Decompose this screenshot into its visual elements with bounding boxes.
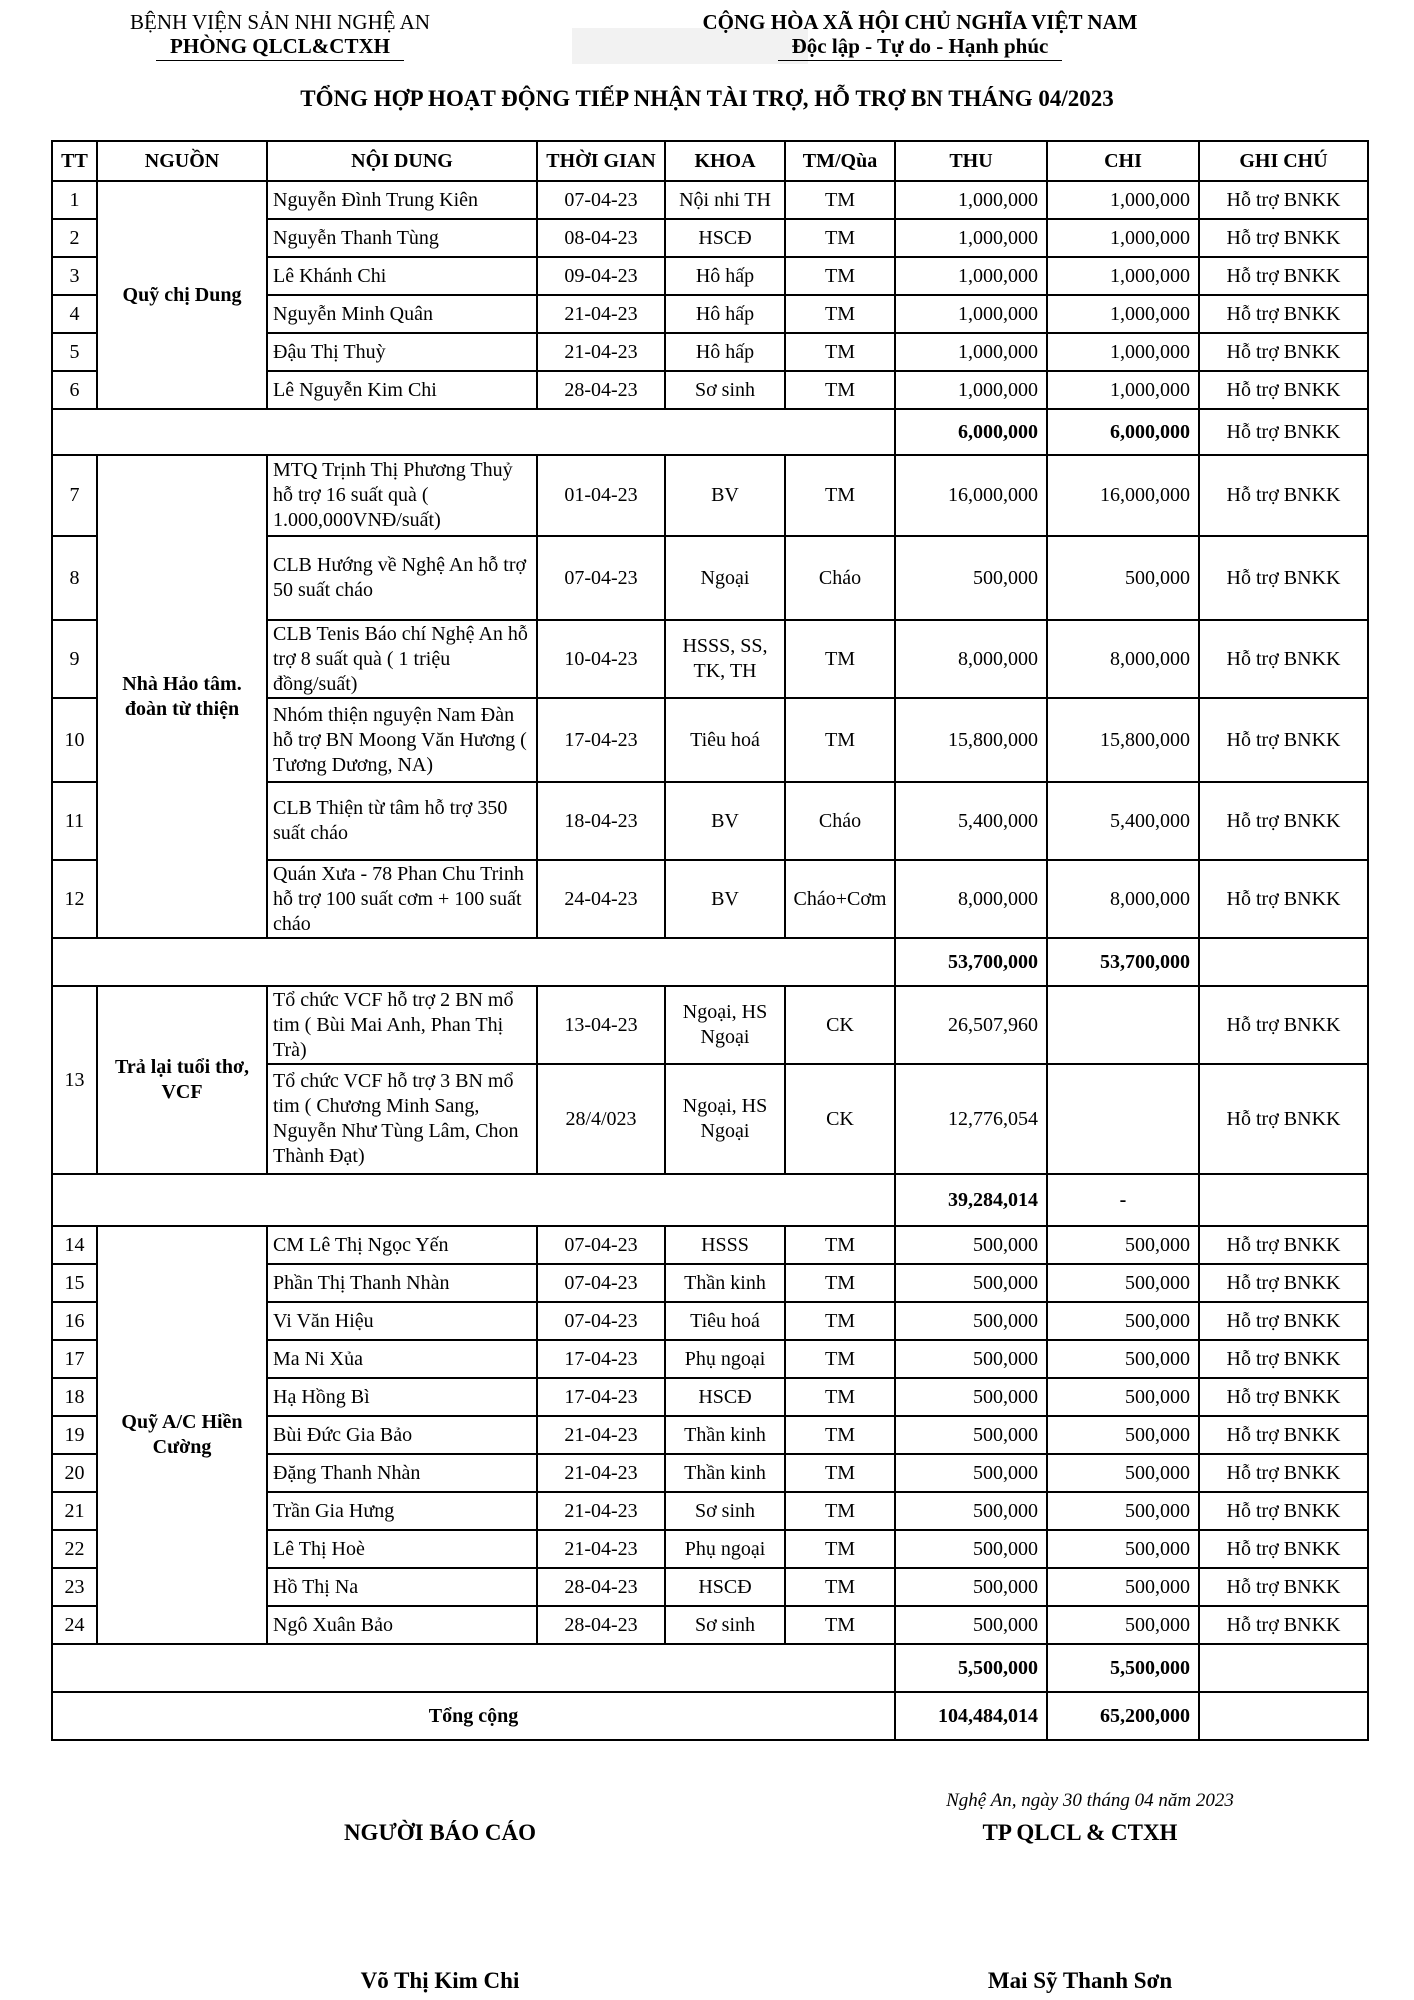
table-row (52, 455, 1368, 536)
note-cell: Hỗ trợ BNKK (1199, 620, 1368, 698)
income-cell: 8,000,000 (895, 620, 1047, 698)
income-cell: 500,000 (895, 1530, 1047, 1568)
row-number: 3 (52, 257, 97, 295)
dept-cell: Phụ ngoại (665, 1340, 785, 1378)
expense-cell: 1,000,000 (1047, 333, 1199, 371)
row-number: 16 (52, 1302, 97, 1340)
content-cell: MTQ Trịnh Thị Phương Thuỷ hỗ trợ 16 suất quà ( 1.000,000VNĐ/suất) (267, 455, 537, 536)
subtotal-expense: 53,700,000 (1047, 938, 1199, 986)
content-cell: Vi Văn Hiệu (267, 1302, 537, 1340)
type-cell: TM (785, 1416, 895, 1454)
date-cell: 10-04-23 (537, 620, 665, 698)
row-number: 15 (52, 1264, 97, 1302)
date-cell: 17-04-23 (537, 1340, 665, 1378)
dept-cell: BV (665, 455, 785, 536)
col-header: THỜI GIAN (537, 141, 665, 181)
content-cell: CLB Tenis Báo chí Nghệ An hỗ trợ 8 suất quà ( 1 triệu đồng/suất) (267, 620, 537, 698)
content-cell: CLB Thiện từ tâm hỗ trợ 350 suất cháo (267, 782, 537, 860)
table-header-row (52, 141, 1368, 181)
expense-cell: 8,000,000 (1047, 860, 1199, 938)
col-header: THU (895, 141, 1047, 181)
content-cell: Ngô Xuân Bảo (267, 1606, 537, 1644)
dept-cell: Ngoại, HS Ngoại (665, 986, 785, 1064)
income-cell: 5,400,000 (895, 782, 1047, 860)
type-cell: TM (785, 1530, 895, 1568)
col-header: NỘI DUNG (267, 141, 537, 181)
date-cell: 21-04-23 (537, 1416, 665, 1454)
content-cell: Nguyễn Thanh Tùng (267, 219, 537, 257)
row-number: 23 (52, 1568, 97, 1606)
expense-cell: 500,000 (1047, 1606, 1199, 1644)
content-cell: Trần Gia Hưng (267, 1492, 537, 1530)
income-cell: 12,776,054 (895, 1064, 1047, 1174)
subtotal-income: 5,500,000 (895, 1644, 1047, 1692)
income-cell: 500,000 (895, 536, 1047, 620)
dept-cell: Nội nhi TH (665, 181, 785, 219)
dept-cell: Tiêu hoá (665, 1302, 785, 1340)
expense-cell: 500,000 (1047, 1340, 1199, 1378)
dept-cell: BV (665, 782, 785, 860)
row-number: 13 (52, 986, 97, 1174)
expense-cell: 500,000 (1047, 1530, 1199, 1568)
dept-cell: Ngoại (665, 536, 785, 620)
row-number: 10 (52, 698, 97, 782)
note-cell: Hỗ trợ BNKK (1199, 1302, 1368, 1340)
dept-cell: BV (665, 860, 785, 938)
type-cell: TM (785, 181, 895, 219)
date-cell: 13-04-23 (537, 986, 665, 1064)
source-name: Nhà Hảo tâm. đoàn từ thiện (97, 455, 267, 938)
total-expense: 65,200,000 (1047, 1692, 1199, 1740)
income-cell: 1,000,000 (895, 219, 1047, 257)
type-cell: Cháo+Cơm (785, 860, 895, 938)
subtotal-income: 6,000,000 (895, 409, 1047, 455)
row-number: 2 (52, 219, 97, 257)
dept-cell: Hô hấp (665, 333, 785, 371)
date-cell: 07-04-23 (537, 536, 665, 620)
expense-cell: 500,000 (1047, 1568, 1199, 1606)
note-cell: Hỗ trợ BNKK (1199, 455, 1368, 536)
subtotal-note (1199, 1174, 1368, 1226)
dept-cell: Hô hấp (665, 257, 785, 295)
note-cell: Hỗ trợ BNKK (1199, 295, 1368, 333)
nation-header (690, 10, 1150, 61)
income-cell: 26,507,960 (895, 986, 1047, 1064)
note-cell: Hỗ trợ BNKK (1199, 1530, 1368, 1568)
content-cell: CM Lê Thị Ngọc Yến (267, 1226, 537, 1264)
income-cell: 500,000 (895, 1606, 1047, 1644)
row-number: 19 (52, 1416, 97, 1454)
expense-cell: 500,000 (1047, 536, 1199, 620)
dept-cell: Thần kinh (665, 1454, 785, 1492)
row-number: 8 (52, 536, 97, 620)
expense-cell: 500,000 (1047, 1264, 1199, 1302)
expense-cell: 15,800,000 (1047, 698, 1199, 782)
row-number: 18 (52, 1378, 97, 1416)
subtotal-note (1199, 938, 1368, 986)
col-header: NGUỒN (97, 141, 267, 181)
row-number: 12 (52, 860, 97, 938)
note-cell: Hỗ trợ BNKK (1199, 1454, 1368, 1492)
expense-cell: 1,000,000 (1047, 295, 1199, 333)
content-cell: Bùi Đức Gia Bảo (267, 1416, 537, 1454)
note-cell: Hỗ trợ BNKK (1199, 333, 1368, 371)
dept-cell: Sơ sinh (665, 1606, 785, 1644)
dept-cell: Phụ ngoại (665, 1530, 785, 1568)
source-name: Quỹ A/C Hiền Cường (97, 1226, 267, 1644)
row-number: 9 (52, 620, 97, 698)
date-cell: 07-04-23 (537, 1264, 665, 1302)
income-cell: 1,000,000 (895, 257, 1047, 295)
income-cell: 500,000 (895, 1568, 1047, 1606)
income-cell: 500,000 (895, 1340, 1047, 1378)
type-cell: TM (785, 1264, 895, 1302)
type-cell: TM (785, 620, 895, 698)
note-cell: Hỗ trợ BNKK (1199, 1416, 1368, 1454)
income-cell: 500,000 (895, 1454, 1047, 1492)
type-cell: TM (785, 1302, 895, 1340)
date-cell: 18-04-23 (537, 782, 665, 860)
note-cell: Hỗ trợ BNKK (1199, 536, 1368, 620)
date-cell: 17-04-23 (537, 1378, 665, 1416)
expense-cell: 8,000,000 (1047, 620, 1199, 698)
note-cell: Hỗ trợ BNKK (1199, 1378, 1368, 1416)
subtotal-spacer (52, 409, 895, 455)
note-cell: Hỗ trợ BNKK (1199, 1264, 1368, 1302)
dept-cell: HSCĐ (665, 1568, 785, 1606)
income-cell: 1,000,000 (895, 181, 1047, 219)
income-cell: 1,000,000 (895, 333, 1047, 371)
content-cell: Tổ chức VCF hỗ trợ 2 BN mổ tim ( Bùi Mai Anh, Phan Thị Trà) (267, 986, 537, 1064)
subtotal-expense: 5,500,000 (1047, 1644, 1199, 1692)
note-cell: Hỗ trợ BNKK (1199, 1340, 1368, 1378)
dept-cell: HSSS, SS, TK, TH (665, 620, 785, 698)
type-cell: Cháo (785, 536, 895, 620)
note-cell: Hỗ trợ BNKK (1199, 698, 1368, 782)
table-row (52, 181, 1368, 219)
subtotal-income: 39,284,014 (895, 1174, 1047, 1226)
subtotal-expense: 6,000,000 (1047, 409, 1199, 455)
content-cell: Đặng Thanh Nhàn (267, 1454, 537, 1492)
note-cell: Hỗ trợ BNKK (1199, 986, 1368, 1064)
nation-name: CỘNG HÒA XÃ HỘI CHỦ NGHĨA VIỆT NAM (702, 10, 1138, 34)
note-cell: Hỗ trợ BNKK (1199, 1226, 1368, 1264)
note-cell: Hỗ trợ BNKK (1199, 1492, 1368, 1530)
date-cell: 21-04-23 (537, 333, 665, 371)
date-cell: 21-04-23 (537, 1454, 665, 1492)
expense-cell: 500,000 (1047, 1454, 1199, 1492)
col-header: CHI (1047, 141, 1199, 181)
dept-cell: HSCĐ (665, 1378, 785, 1416)
expense-cell: 16,000,000 (1047, 455, 1199, 536)
subtotal-row (52, 1174, 1368, 1226)
note-cell: Hỗ trợ BNKK (1199, 860, 1368, 938)
type-cell: TM (785, 1492, 895, 1530)
date-cell: 28-04-23 (537, 1606, 665, 1644)
subtotal-row (52, 409, 1368, 455)
dept-cell: Thần kinh (665, 1416, 785, 1454)
manager-name: Mai Sỹ Thanh Sơn (987, 1968, 1173, 1993)
content-cell: Nhóm thiện nguyện Nam Đàn hỗ trợ BN Moong Văn Hương ( Tương Dương, NA) (267, 698, 537, 782)
type-cell: TM (785, 698, 895, 782)
content-cell: Lê Nguyễn Kim Chi (267, 371, 537, 409)
expense-cell (1047, 1064, 1199, 1174)
date-cell: 01-04-23 (537, 455, 665, 536)
content-cell: Quán Xưa - 78 Phan Chu Trinh hỗ trợ 100 suất cơm + 100 suất cháo (267, 860, 537, 938)
income-cell: 500,000 (895, 1492, 1047, 1530)
manager-role: TP QLCL & CTXH (982, 1820, 1178, 1845)
type-cell: TM (785, 1378, 895, 1416)
type-cell: TM (785, 295, 895, 333)
subtotal-note: Hỗ trợ BNKK (1199, 409, 1368, 455)
expense-cell: 500,000 (1047, 1378, 1199, 1416)
date-cell: 28-04-23 (537, 1568, 665, 1606)
note-cell: Hỗ trợ BNKK (1199, 782, 1368, 860)
note-cell: Hỗ trợ BNKK (1199, 257, 1368, 295)
content-cell: Hồ Thị Na (267, 1568, 537, 1606)
org-header (100, 10, 460, 61)
col-header: TM/Qùa (785, 141, 895, 181)
table-row (52, 986, 1368, 1064)
expense-cell: 5,400,000 (1047, 782, 1199, 860)
row-number: 11 (52, 782, 97, 860)
document-title: TỔNG HỢP HOẠT ĐỘNG TIẾP NHẬN TÀI TRỢ, HỖ TRỢ BN THÁNG 04/2023 (300, 86, 1114, 111)
type-cell: TM (785, 333, 895, 371)
total-row (52, 1692, 1368, 1740)
subtotal-note (1199, 1644, 1368, 1692)
total-label: Tổng cộng (52, 1692, 895, 1740)
date-cell: 21-04-23 (537, 1530, 665, 1568)
date-cell: 28-04-23 (537, 371, 665, 409)
dept-cell: HSCĐ (665, 219, 785, 257)
department-name: PHÒNG QLCL&CTXH (156, 34, 404, 61)
type-cell: TM (785, 257, 895, 295)
col-header: TT (52, 141, 97, 181)
subtotal-spacer (52, 1174, 895, 1226)
expense-cell: 1,000,000 (1047, 181, 1199, 219)
expense-cell: 1,000,000 (1047, 371, 1199, 409)
expense-cell: 500,000 (1047, 1226, 1199, 1264)
expense-cell: 1,000,000 (1047, 219, 1199, 257)
row-number: 6 (52, 371, 97, 409)
subtotal-row (52, 1644, 1368, 1692)
note-cell: Hỗ trợ BNKK (1199, 1064, 1368, 1174)
date-cell: 24-04-23 (537, 860, 665, 938)
content-cell: Nguyễn Minh Quân (267, 295, 537, 333)
row-number: 17 (52, 1340, 97, 1378)
content-cell: Hạ Hồng Bì (267, 1378, 537, 1416)
row-number: 7 (52, 455, 97, 536)
income-cell: 500,000 (895, 1226, 1047, 1264)
expense-cell: 1,000,000 (1047, 257, 1199, 295)
dept-cell: Tiêu hoá (665, 698, 785, 782)
table-row (52, 1226, 1368, 1264)
date-cell: 07-04-23 (537, 181, 665, 219)
subtotal-row (52, 938, 1368, 986)
table-body (52, 181, 1368, 1740)
type-cell: TM (785, 371, 895, 409)
date-cell: 21-04-23 (537, 1492, 665, 1530)
type-cell: TM (785, 1226, 895, 1264)
date-cell: 28/4/023 (537, 1064, 665, 1174)
subtotal-income: 53,700,000 (895, 938, 1047, 986)
date-cell: 09-04-23 (537, 257, 665, 295)
source-name: Trả lại tuổi thơ, VCF (97, 986, 267, 1174)
income-cell: 1,000,000 (895, 295, 1047, 333)
income-cell: 500,000 (895, 1264, 1047, 1302)
type-cell: CK (785, 1064, 895, 1174)
content-cell: Ma Ni Xủa (267, 1340, 537, 1378)
type-cell: TM (785, 219, 895, 257)
type-cell: Cháo (785, 782, 895, 860)
reporter-role: NGƯỜI BÁO CÁO (343, 1820, 537, 1845)
type-cell: TM (785, 1340, 895, 1378)
income-cell: 500,000 (895, 1302, 1047, 1340)
income-cell: 500,000 (895, 1378, 1047, 1416)
expense-cell: 500,000 (1047, 1492, 1199, 1530)
note-cell: Hỗ trợ BNKK (1199, 1568, 1368, 1606)
type-cell: TM (785, 1454, 895, 1492)
expense-cell: 500,000 (1047, 1416, 1199, 1454)
income-cell: 500,000 (895, 1416, 1047, 1454)
date-cell: 21-04-23 (537, 295, 665, 333)
total-income: 104,484,014 (895, 1692, 1047, 1740)
row-number: 22 (52, 1530, 97, 1568)
income-cell: 15,800,000 (895, 698, 1047, 782)
date-cell: 08-04-23 (537, 219, 665, 257)
row-number: 5 (52, 333, 97, 371)
note-cell: Hỗ trợ BNKK (1199, 181, 1368, 219)
content-cell: Lê Khánh Chi (267, 257, 537, 295)
note-cell: Hỗ trợ BNKK (1199, 371, 1368, 409)
nation-motto: Độc lập - Tự do - Hạnh phúc (778, 34, 1063, 61)
source-name: Quỹ chị Dung (97, 181, 267, 409)
total-note (1199, 1692, 1368, 1740)
subtotal-spacer (52, 938, 895, 986)
subtotal-expense: - (1047, 1174, 1199, 1226)
dept-cell: Ngoại, HS Ngoại (665, 1064, 785, 1174)
col-header: GHI CHÚ (1199, 141, 1368, 181)
expense-cell (1047, 986, 1199, 1064)
content-cell: Lê Thị Hoè (267, 1530, 537, 1568)
expense-cell: 500,000 (1047, 1302, 1199, 1340)
date-cell: 07-04-23 (537, 1226, 665, 1264)
row-number: 1 (52, 181, 97, 219)
content-cell: Tổ chức VCF hỗ trợ 3 BN mổ tim ( Chương Minh Sang, Nguyễn Như Tùng Lâm, Chon Thành Đạt) (267, 1064, 537, 1174)
row-number: 24 (52, 1606, 97, 1644)
dept-cell: Thần kinh (665, 1264, 785, 1302)
dept-cell: Hô hấp (665, 295, 785, 333)
note-cell: Hỗ trợ BNKK (1199, 219, 1368, 257)
reporter-name: Võ Thị Kim Chi (360, 1968, 520, 1993)
type-cell: TM (785, 455, 895, 536)
note-cell: Hỗ trợ BNKK (1199, 1606, 1368, 1644)
col-header: KHOA (665, 141, 785, 181)
content-cell: CLB Hướng về Nghệ An hỗ trợ 50 suất cháo (267, 536, 537, 620)
income-cell: 8,000,000 (895, 860, 1047, 938)
income-cell: 16,000,000 (895, 455, 1047, 536)
dept-cell: Sơ sinh (665, 371, 785, 409)
row-number: 14 (52, 1226, 97, 1264)
row-number: 21 (52, 1492, 97, 1530)
content-cell: Nguyễn Đình Trung Kiên (267, 181, 537, 219)
date-cell: 07-04-23 (537, 1302, 665, 1340)
date-cell: 17-04-23 (537, 698, 665, 782)
type-cell: TM (785, 1606, 895, 1644)
subtotal-spacer (52, 1644, 895, 1692)
content-cell: Đậu Thị Thuỳ (267, 333, 537, 371)
row-number: 4 (52, 295, 97, 333)
donation-table (51, 140, 1369, 1741)
report-date: Nghệ An, ngày 30 tháng 04 năm 2023 (946, 1790, 1234, 1811)
dept-cell: Sơ sinh (665, 1492, 785, 1530)
type-cell: CK (785, 986, 895, 1064)
content-cell: Phần Thị Thanh Nhàn (267, 1264, 537, 1302)
income-cell: 1,000,000 (895, 371, 1047, 409)
type-cell: TM (785, 1568, 895, 1606)
dept-cell: HSSS (665, 1226, 785, 1264)
hospital-name: BỆNH VIỆN SẢN NHI NGHỆ AN (129, 10, 431, 34)
row-number: 20 (52, 1454, 97, 1492)
